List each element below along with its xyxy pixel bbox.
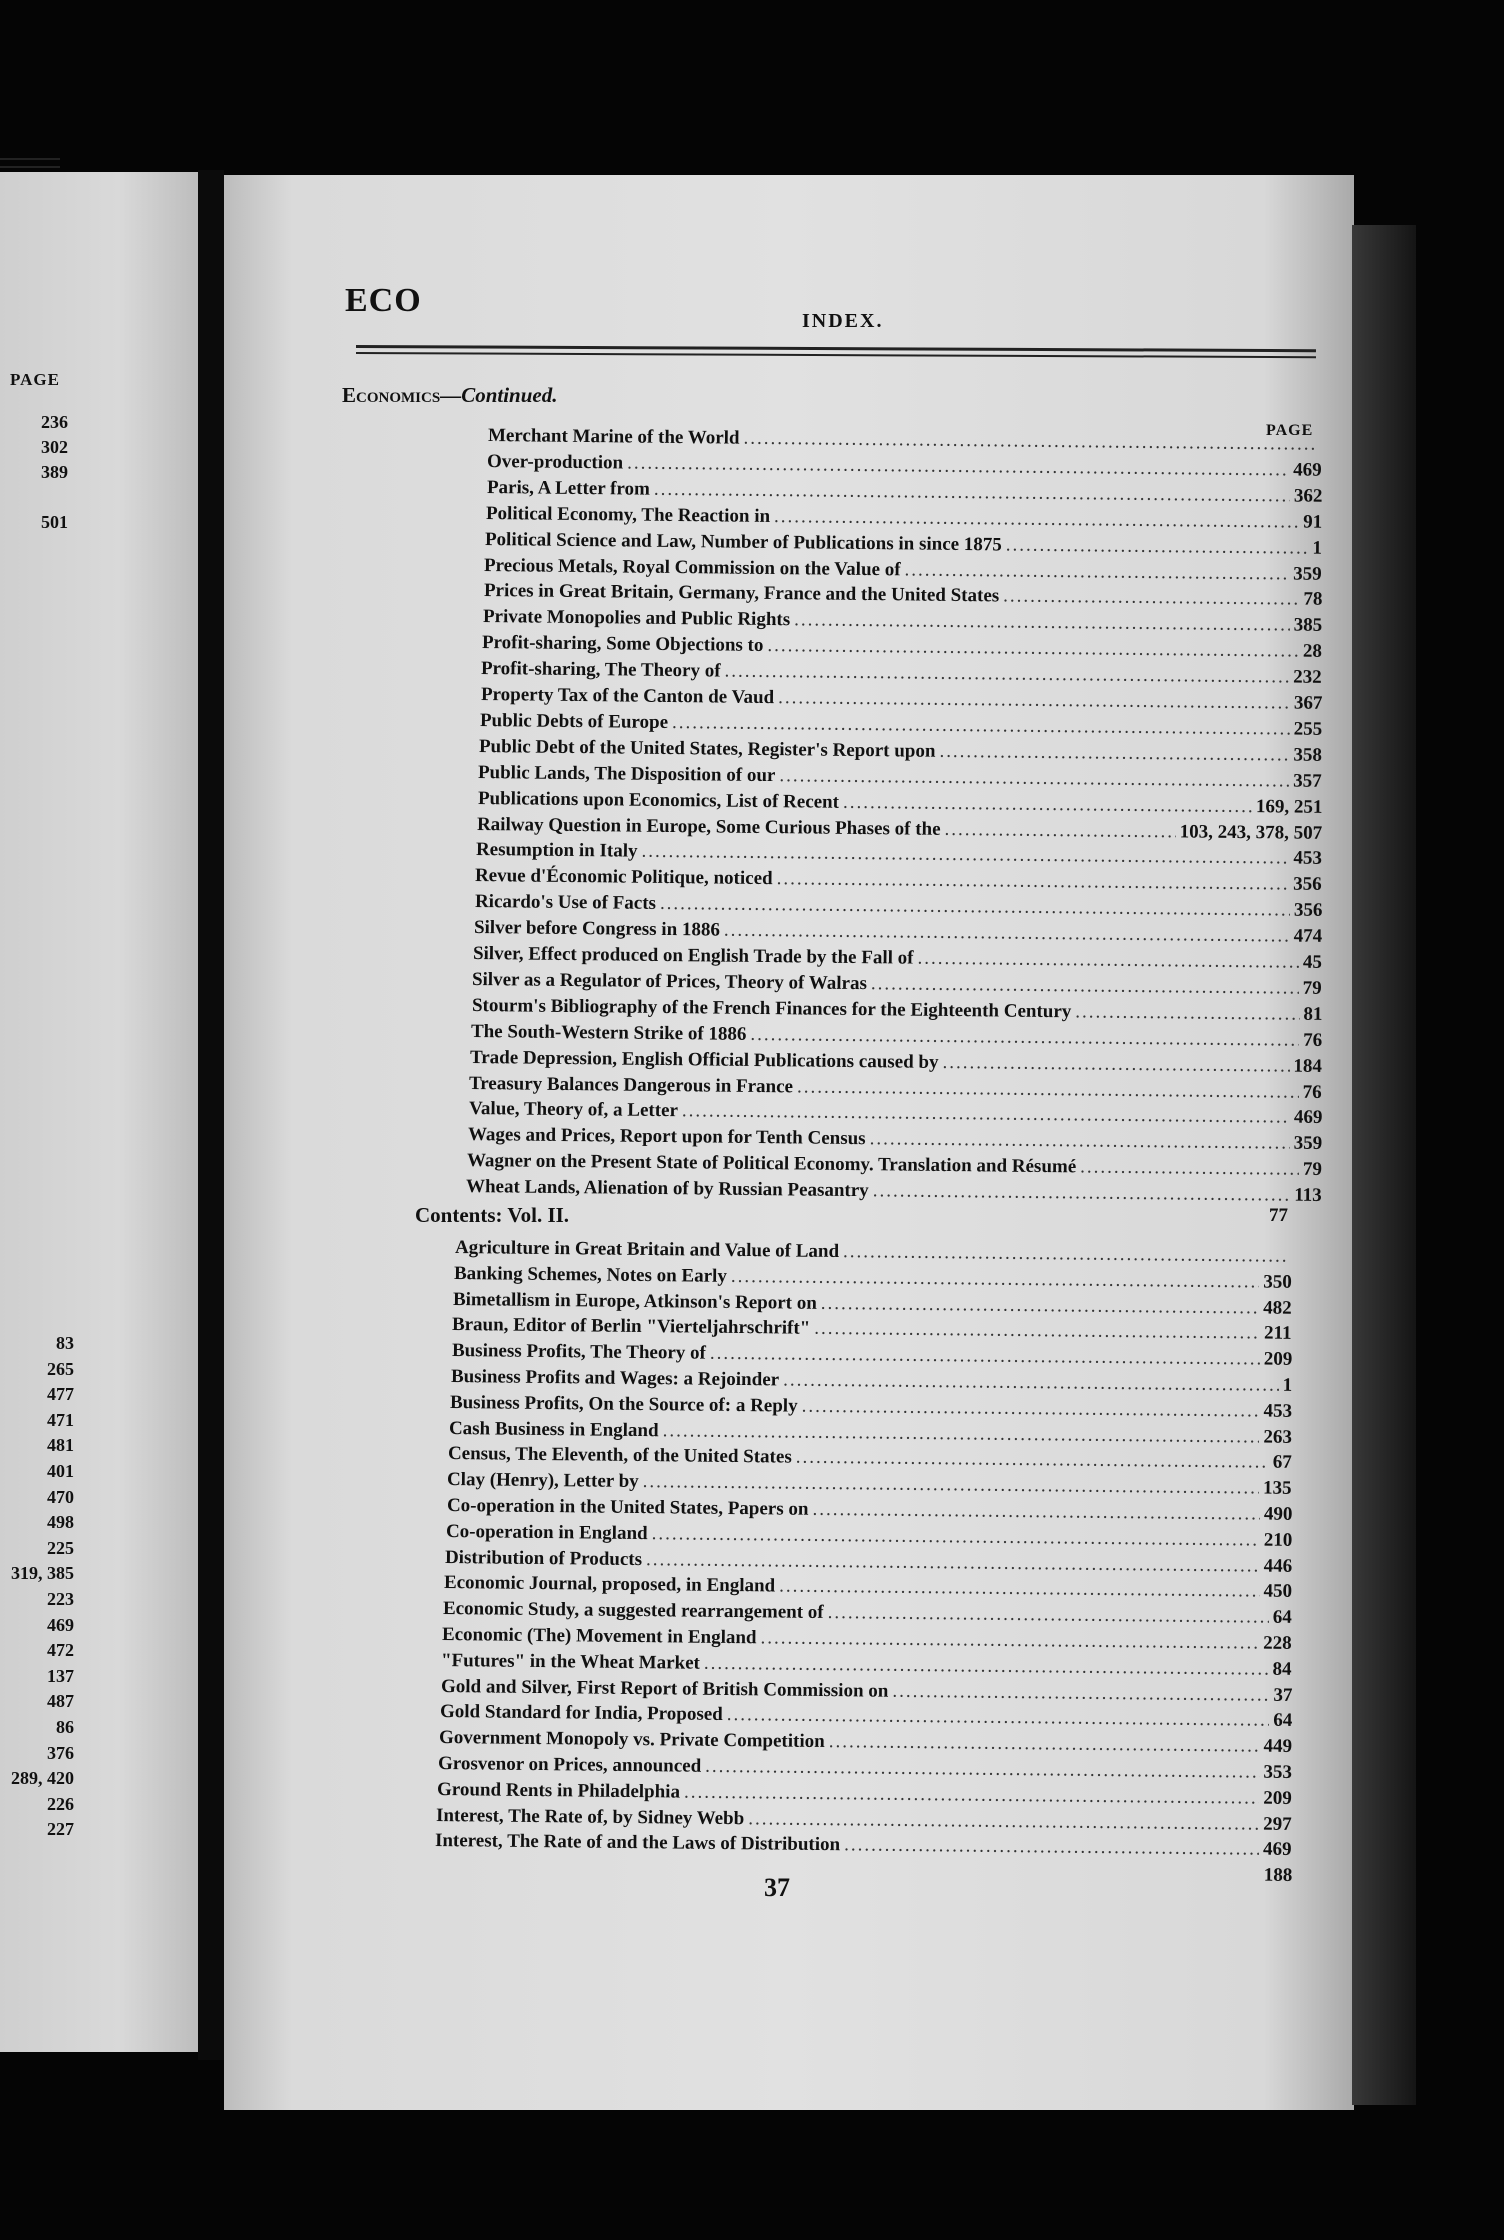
entry-page: 356 [1293,873,1323,896]
entry-page: 297 [1263,1813,1293,1835]
entry-page: 76 [1302,1029,1323,1051]
entry-page: 67 [1272,1452,1293,1474]
entry-page: 255 [1293,718,1323,740]
entry-title: Value, Theory of, a Letter [468,1098,678,1122]
entry-page: 113 [1294,1184,1323,1207]
entry-title: Government Monopoly vs. Private Competition [438,1727,825,1753]
left-page-number: 471 [47,1409,74,1430]
left-page-number: 487 [47,1691,74,1712]
entry-title: Economic Study, a suggested rearrangement of [442,1598,824,1624]
entry-page: 359 [1293,1132,1323,1155]
entry-title: Prices in Great Britain, Germany, France and the United States [483,580,999,607]
left-page-number: 470 [47,1486,74,1507]
entry-page: 359 [1293,562,1323,585]
entry-title: Railway Question in Europe, Some Curious Phases of the [476,813,941,840]
entry-title: Public Debt of the United States, Register's Report upon [478,735,936,762]
entry-page: 450 [1263,1580,1293,1603]
entry-title: Public Debts of Europe [479,709,668,733]
entry-page: 84 [1272,1658,1293,1680]
leader-dots [842,789,1251,819]
entry-page: 45 [1302,951,1323,973]
entry-page: 469 [1293,1107,1323,1129]
contents-heading-page: 77 [1269,1205,1288,1226]
entry-title: Property Tax of the Canton de Vaud [480,684,774,709]
entry-title: Silver before Congress in 1886 [473,917,720,941]
entry-title: The South-Western Strike of 1886 [470,1020,747,1045]
entry-title: Business Profits, The Theory of [451,1340,706,1364]
entry-title: Publications upon Economics, List of Recent [477,787,839,813]
leader-dots [1075,999,1299,1027]
left-page-number: 137 [47,1665,74,1686]
entry-title: Economic (The) Movement in England [442,1624,757,1649]
left-page-rule [0,158,60,160]
guide-word: ECO [345,282,422,319]
entry-page: 474 [1293,925,1323,947]
left-page-number: 83 [56,1333,74,1353]
book-gutter [198,170,224,2060]
entry-page: 135 [1263,1477,1293,1500]
entry-page: 356 [1293,899,1323,922]
left-page-number: 501 [41,512,68,532]
entry-title: Wages and Prices, Report upon for Tenth Census [467,1124,866,1150]
entry-title: Business Profits, On the Source of: a Reply [449,1391,798,1417]
entry-page: 482 [1263,1297,1293,1319]
entry-title: Agriculture in Great Britain and Value of Land [454,1237,840,1263]
entry-page: 469 [1293,459,1323,481]
leader-dots [939,739,1289,769]
entry-title: Wheat Lands, Alienation of by Russian Peasantry [466,1176,870,1202]
entry-title: Precious Metals, Royal Commission on the Value of [484,554,901,580]
entry-title: Treasury Balances Dangerous in France [469,1072,794,1097]
section-title: Economics [342,383,441,407]
entry-title: Resumption in Italy [475,839,638,863]
left-page-number: 319, 385 [11,1563,74,1584]
entry-page: 350 [1263,1271,1293,1293]
left-page-number: 223 [47,1589,74,1609]
entry-title: Economic Journal, proposed, in England [443,1572,776,1597]
left-page-number: 498 [47,1512,74,1533]
left-page-number: 389 [41,462,68,482]
entry-page: 385 [1293,614,1323,637]
left-page-number: 265 [47,1358,74,1379]
entry-title: "Futures" in the Wheat Market [441,1649,701,1674]
entry-page: 263 [1263,1426,1293,1448]
entry-title: Silver as a Regulator of Prices, Theory of Walras [472,968,868,995]
contents-heading: Contents: Vol. II. [415,1203,570,1227]
entry-page: 79 [1302,977,1323,999]
entry-title: Revue d'Économic Politique, noticed [475,865,774,890]
entry-page: 79 [1302,1158,1323,1181]
entry-page: 490 [1263,1503,1293,1525]
entry-page: 469 [1263,1839,1293,1861]
left-page-number: 481 [47,1435,74,1456]
entry-page: 449 [1263,1735,1293,1758]
section-heading [342,383,557,408]
entry-page: 103, 243, 378, 507 [1179,820,1323,844]
entry-title: Grosvenor on Prices, announced [437,1753,702,1777]
left-page-number: 226 [47,1793,74,1814]
left-page-number: 236 [41,412,68,432]
entry-page: 184 [1293,1055,1323,1077]
entry-title: Banking Schemes, Notes on Early [454,1262,728,1287]
entry-title: Bimetallism in Europe, Atkinson's Report on [453,1288,818,1314]
entry-title: Business Profits and Wages: a Rejoinder [450,1366,779,1391]
left-page-rule [0,166,60,168]
left-page-number: 477 [47,1384,74,1405]
entry-title: Political Science and Law, Number of Publications in since 1875 [484,528,1002,556]
leader-dots [1006,532,1309,561]
entry-title: Merchant Marine of the World [487,425,740,449]
entry-page: 209 [1263,1787,1293,1809]
entry-page: 210 [1263,1529,1293,1551]
leader-dots [1080,1155,1299,1183]
entry-page: 1 [1312,537,1323,559]
entry-title: Co-operation in the United States, Papers on [446,1495,809,1520]
entry-page: 81 [1302,1003,1323,1025]
entry-title: Census, The Eleventh, of the United States [448,1443,793,1468]
left-page-number: 289, 420 [11,1768,74,1789]
entry-title: Co-operation in England [445,1520,648,1544]
entry-title: Ground Rents in Philadelphia [437,1778,681,1803]
entry-page: 453 [1263,1400,1293,1422]
entry-title: Clay (Henry), Letter by [447,1469,640,1493]
left-page-number: 472 [47,1640,74,1661]
entry-page: 362 [1293,485,1323,507]
leader-dots [917,946,1299,976]
book-edge [1352,225,1416,2105]
entry-title: Profit-sharing, The Theory of [481,658,721,682]
entry-title: Ricardo's Use of Facts [474,891,656,915]
entry-page: 76 [1302,1081,1323,1103]
left-page-number: 469 [47,1614,74,1635]
entry-page: 211 [1264,1322,1293,1345]
entry-page: 358 [1293,744,1323,766]
left-page-number: 401 [47,1461,74,1481]
entry-page: 367 [1293,692,1323,714]
entry-page: 78 [1302,588,1323,611]
entry-title: Silver, Effect produced on English Trade by the Fall of [472,943,914,969]
entry-page: 28 [1302,640,1323,662]
entry-page: 37 [1272,1684,1293,1706]
left-page-number: 225 [47,1537,74,1558]
left-page-header: PAGE [10,370,60,389]
entry-title: Cash Business in England [448,1417,659,1441]
entry-title: Wagner on the Present State of Political Economy. Translation and Résumé [466,1150,1077,1178]
entry-title: Paris, A Letter from [486,476,650,500]
leader-dots [942,1050,1289,1080]
section-title-suffix: —Continued. [440,383,558,407]
entry-page: 1 [1282,1374,1293,1396]
entry-page: 64 [1272,1606,1293,1629]
left-page-number: 376 [47,1742,74,1763]
entry-title: Political Economy, The Reaction in [485,502,770,527]
entry-title: Stourm's Bibliography of the French Finances for the Eighteenth Century [471,994,1071,1023]
entry-title: Braun, Editor of Berlin "Vierteljahrschrift" [452,1314,811,1340]
entry-title: Interest, The Rate of and the Laws of Distribution [435,1830,841,1856]
entry-title: Gold and Silver, First Report of British Commission on [440,1675,889,1702]
leader-dots [944,816,1175,844]
left-page-number: 227 [47,1819,74,1840]
left-page-number: 86 [56,1717,74,1737]
entry-page: 446 [1263,1555,1293,1577]
entry-page: 91 [1302,511,1323,533]
page-column-label: PAGE [1266,422,1314,439]
entry-title: Public Lands, The Disposition of our [478,761,776,786]
entry-title: Profit-sharing, Some Objections to [481,632,764,657]
entry-page: 228 [1263,1632,1293,1654]
leader-dots [1003,584,1300,613]
entry-title: Interest, The Rate of, by Sidney Webb [436,1804,745,1829]
left-page-number: 302 [41,437,68,457]
entry-page: 232 [1293,666,1323,688]
entry-page: 169, 251 [1255,795,1323,818]
entry-page: 209 [1263,1348,1293,1370]
entry-page: 64 [1272,1710,1293,1732]
entry-page: 188 [1263,1864,1293,1887]
entry-title: Trade Depression, English Official Publications caused by [469,1046,939,1073]
entry-title: Gold Standard for India, Proposed [439,1701,723,1726]
entry-page: 453 [1293,847,1323,870]
entry-title: Over-production [487,450,624,474]
page-title: INDEX. [802,310,884,332]
entry-title: Private Monopolies and Public Rights [482,606,791,631]
entry-page: 353 [1263,1761,1293,1783]
entry-page: 357 [1293,770,1323,792]
page-number: 37 [764,1873,790,1902]
entry-title: Distribution of Products [444,1546,642,1570]
